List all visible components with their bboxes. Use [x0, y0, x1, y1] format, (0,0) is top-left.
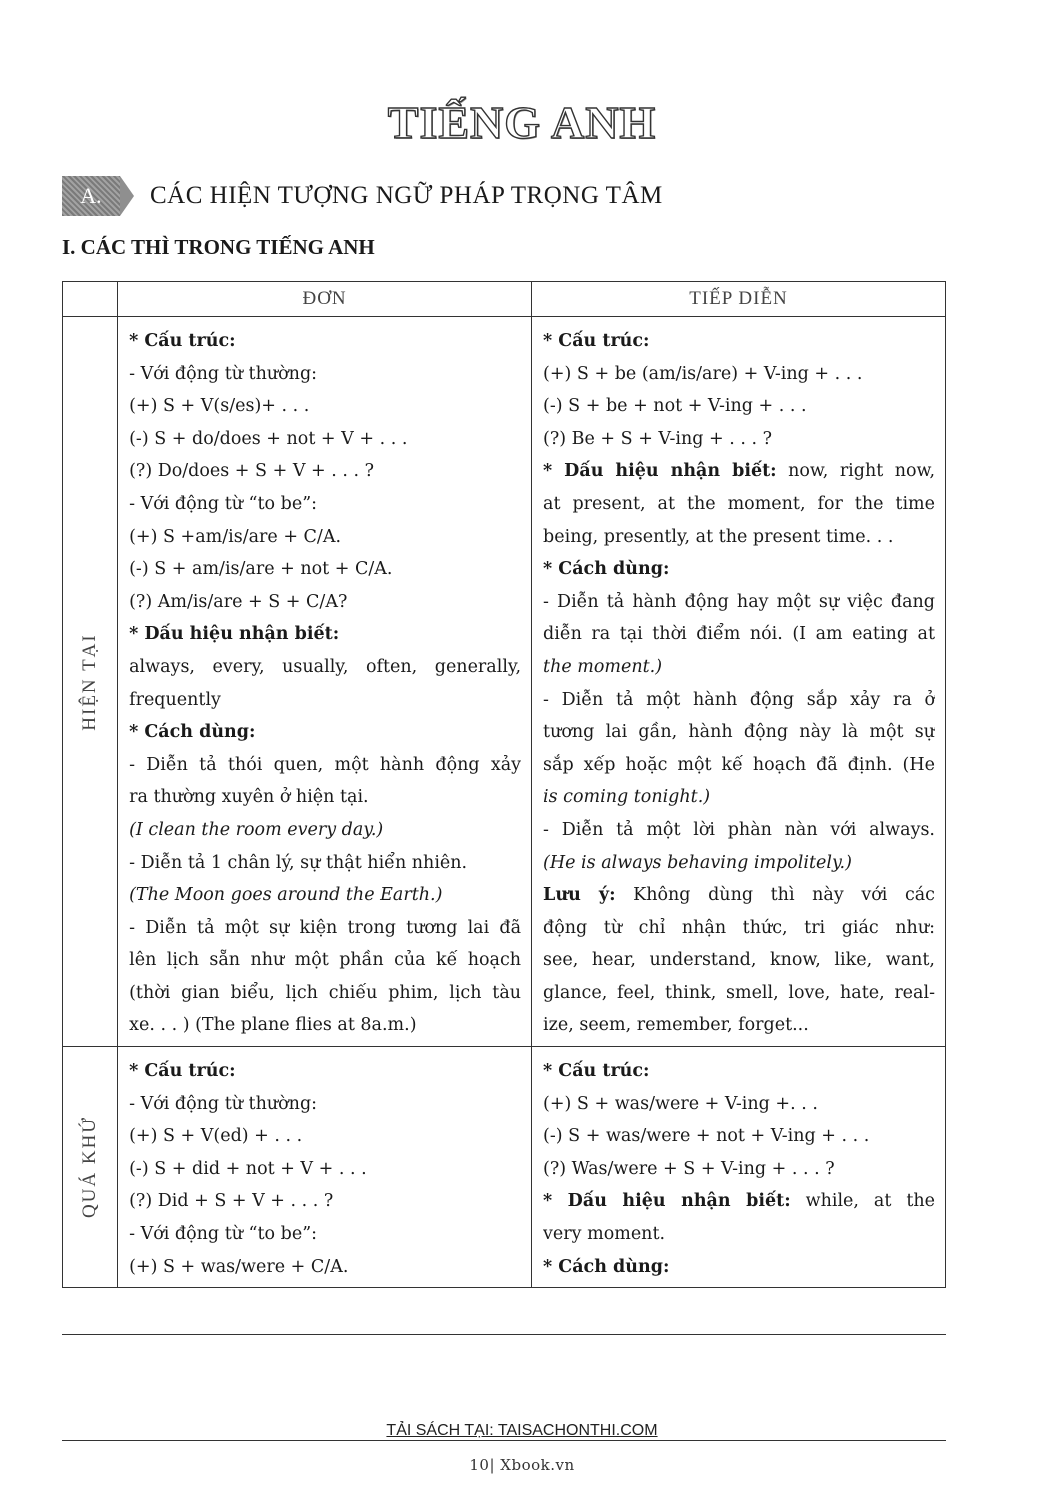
cell-line: lên lịch sẵn như một phần của kế hoạch	[129, 950, 522, 971]
page-number: 10| Xbook.vn	[469, 1456, 575, 1474]
cell-line: is coming tonight.)	[543, 787, 711, 808]
cell-line: being, presently, at the present time. . .	[543, 526, 894, 547]
cell-line: - Diễn tả một hành động sắp xảy ra ở	[543, 689, 935, 710]
cell-line: tương lai gần, hành động này là một sự	[543, 722, 935, 743]
header-don: ĐƠN	[118, 282, 532, 317]
footer-rule-bottom	[62, 1440, 946, 1441]
cell-line: xe. . . ) (The plane flies at 8a.m.)	[129, 1015, 417, 1036]
cell-line: see, hear, understand, know, like, want,	[543, 950, 935, 971]
row-label-present	[63, 317, 118, 1047]
footer-rule-top	[62, 1334, 946, 1335]
cell-line: * Cấu trúc:	[129, 1061, 236, 1082]
section-a-title: CÁC HIỆN TƯỢNG NGỮ PHÁP TRỌNG TÂM	[150, 182, 663, 209]
section-i-title: I. CÁC THÌ TRONG TIẾNG ANH	[62, 235, 375, 259]
cell-line: very moment.	[543, 1224, 666, 1245]
cell-line: (The Moon goes around the Earth.)	[129, 885, 443, 906]
cell-line: (-) S + did + not + V + . . .	[129, 1158, 367, 1179]
cell-line: (+) S + was/were + V-ing +. . .	[543, 1093, 818, 1114]
tenses-table	[62, 281, 946, 1288]
cell-line: - Diễn tả thói quen, một hành động xảy	[129, 754, 522, 775]
cell-line: (?) Was/were + S + V-ing + . . . ?	[543, 1158, 835, 1179]
cell-line: * Cách dùng:	[543, 559, 670, 580]
past-label: QUÁ KHỨ	[79, 1116, 101, 1219]
cell-line: động từ chỉ nhận thức, tri giác như:	[543, 917, 935, 938]
section-a-heading	[62, 176, 663, 216]
table-row-present	[63, 317, 946, 1047]
header-tiep-dien: TIẾP DIỄN	[532, 282, 946, 317]
cell-line: glance, feel, think, smell, love, hate, real-	[543, 982, 935, 1003]
cell-line: (-) S + am/is/are + not + C/A.	[129, 559, 393, 580]
past-continuous-cell	[532, 1047, 946, 1288]
cell-line: sắp xếp hoặc một kế hoạch đã định. (He	[543, 754, 935, 775]
cell-line: (-) S + do/does + not + V + . . .	[129, 428, 408, 449]
present-simple-cell	[118, 317, 532, 1047]
cell-line: the moment.)	[543, 656, 663, 677]
cell-line: (thời gian biểu, lịch chiếu phim, lịch tàu	[129, 982, 522, 1003]
cell-line: * Dấu hiệu nhận biết: while, at the	[543, 1191, 935, 1212]
cell-line: (+) S + be (am/is/are) + V-ing + . . .	[543, 363, 863, 384]
cell-line: - Với động từ “to be”:	[129, 1224, 318, 1245]
corner-cell	[63, 282, 118, 317]
cell-line: * Cách dùng:	[129, 722, 256, 743]
cell-line: frequently	[129, 689, 221, 710]
cell-line: always, every, usually, often, generally,	[129, 656, 522, 677]
cell-line: * Cấu trúc:	[129, 331, 236, 351]
cell-line: (?) Did + S + V + . . . ?	[129, 1191, 334, 1212]
cell-line: (I clean the room every day.)	[129, 819, 384, 840]
cell-line: - Diễn tả 1 chân lý, sự thật hiển nhiên.	[129, 852, 468, 873]
cell-line: Lưu ý: Không dùng thì này với các	[543, 885, 935, 906]
cell-line: - Với động từ thường:	[129, 363, 318, 384]
cell-line: ize, seem, remember, forget...	[543, 1015, 809, 1036]
cell-line: * Dấu hiệu nhận biết: now, right now,	[543, 461, 935, 482]
cell-line: (+) S + V(s/es)+ . . .	[129, 396, 310, 417]
section-a-badge: A.	[62, 176, 120, 216]
page-title: TIẾNG ANH	[387, 97, 657, 148]
cell-line: - Với động từ thường:	[129, 1093, 318, 1114]
cell-line: (+) S +am/is/are + C/A.	[129, 526, 342, 547]
cell-line: (?) Am/is/are + S + C/A?	[129, 591, 348, 612]
table-header-row	[63, 282, 946, 317]
cell-line: (He is always behaving impolitely.)	[543, 852, 852, 873]
cell-line: at present, at the moment, for the time	[543, 493, 935, 514]
cell-line: * Cấu trúc:	[543, 1061, 650, 1082]
cell-line: (+) S + V(ed) + . . .	[129, 1126, 303, 1147]
table-row-past	[63, 1047, 946, 1288]
cell-line: - Diễn tả một lời phàn nàn với always.	[543, 819, 935, 840]
cell-line: (?) Do/does + S + V + . . . ?	[129, 461, 374, 482]
cell-line: - Diễn tả một sự kiện trong tương lai đã	[129, 917, 522, 938]
present-label: HIỆN TẠI	[79, 632, 101, 731]
cell-line: - Với động từ “to be”:	[129, 493, 318, 514]
cell-line: diễn ra tại thời điểm nói. (I am eating at	[543, 624, 935, 645]
cell-line: * Cách dùng:	[543, 1256, 670, 1277]
cell-line: - Diễn tả hành động hay một sự việc đang	[543, 591, 935, 612]
past-simple-cell	[118, 1047, 532, 1288]
cell-line: (-) S + be + not + V-ing + . . .	[543, 396, 807, 417]
cell-line: (?) Be + S + V-ing + . . . ?	[543, 428, 772, 449]
cell-line: ra thường xuyên ở hiện tại.	[129, 787, 369, 808]
cell-line: (+) S + was/were + C/A.	[129, 1256, 349, 1277]
site-link[interactable]	[0, 1422, 1044, 1440]
cell-line: (-) S + was/were + not + V-ing + . . .	[543, 1126, 870, 1147]
cell-line: * Cấu trúc:	[543, 331, 650, 351]
present-continuous-cell	[532, 317, 946, 1047]
site-link-text[interactable]: TẢI SÁCH TẠI: TAISACHONTHI.COM	[386, 1422, 658, 1439]
cell-line: * Dấu hiệu nhận biết:	[129, 624, 340, 645]
row-label-past	[63, 1047, 118, 1288]
